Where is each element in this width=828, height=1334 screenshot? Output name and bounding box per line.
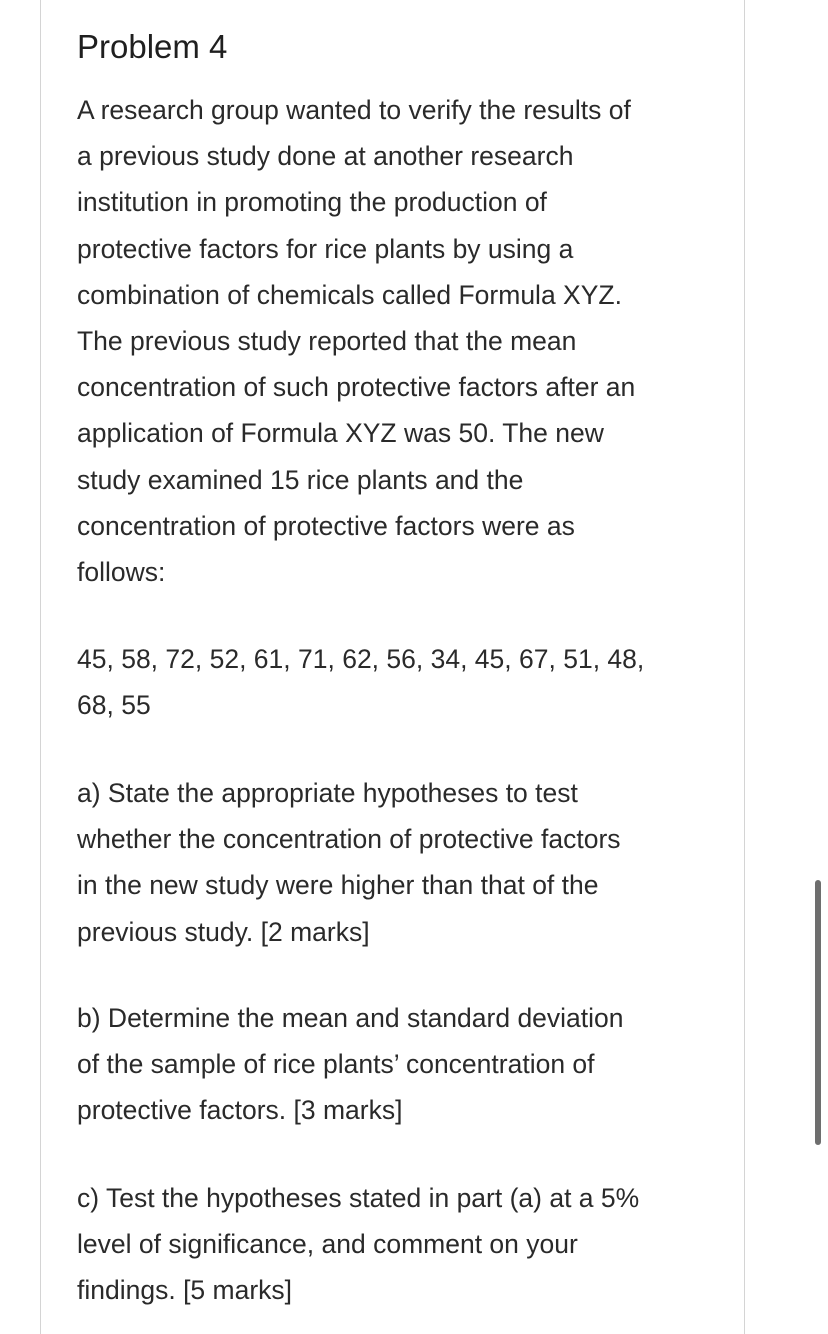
intro-line: The previous study reported that the mean xyxy=(77,326,577,357)
part-c-line: level of significance, and comment on your xyxy=(77,1229,578,1260)
part-b-line: protective factors. [3 marks] xyxy=(77,1095,403,1126)
intro-line: study examined 15 rice plants and the xyxy=(77,464,524,495)
intro-line: follows: xyxy=(77,557,166,588)
part-b xyxy=(77,995,717,1134)
intro-line: application of Formula XYZ was 50. The new xyxy=(77,418,604,449)
problem-intro xyxy=(77,87,717,595)
sample-data xyxy=(77,636,717,728)
intro-line: combination of chemicals called Formula XYZ. xyxy=(77,279,622,310)
intro-line: protective factors for rice plants by using a xyxy=(77,233,574,264)
data-line: 45, 58, 72, 52, 61, 71, 62, 56, 34, 45, 67, 51, 48, xyxy=(77,644,645,674)
part-a-line: a) State the appropriate hypotheses to test xyxy=(77,778,578,808)
intro-line: A research group wanted to verify the results of xyxy=(77,95,631,125)
part-a-line: previous study. [2 marks] xyxy=(77,916,370,947)
intro-line: a previous study done at another research xyxy=(77,141,574,172)
part-a-line: whether the concentration of protective factors xyxy=(77,824,621,855)
problem-title: Problem 4 xyxy=(77,28,228,65)
intro-line: concentration of such protective factors after an xyxy=(77,372,636,403)
part-a-line: in the new study were higher than that of the xyxy=(77,870,599,901)
intro-line: concentration of protective factors were as xyxy=(77,510,575,541)
vertical-scrollbar[interactable] xyxy=(815,880,821,1145)
data-line: 68, 55 xyxy=(77,690,151,721)
part-a xyxy=(77,770,717,955)
intro-line: institution in promoting the production of xyxy=(77,187,547,218)
part-c-line: findings. [5 marks] xyxy=(77,1275,293,1306)
part-c xyxy=(77,1175,717,1314)
part-b-line: b) Determine the mean and standard deviation xyxy=(77,1003,624,1033)
part-b-line: of the sample of rice plants’ concentration of xyxy=(77,1049,595,1080)
part-c-line: c) Test the hypotheses stated in part (a) at a 5% xyxy=(77,1183,640,1213)
